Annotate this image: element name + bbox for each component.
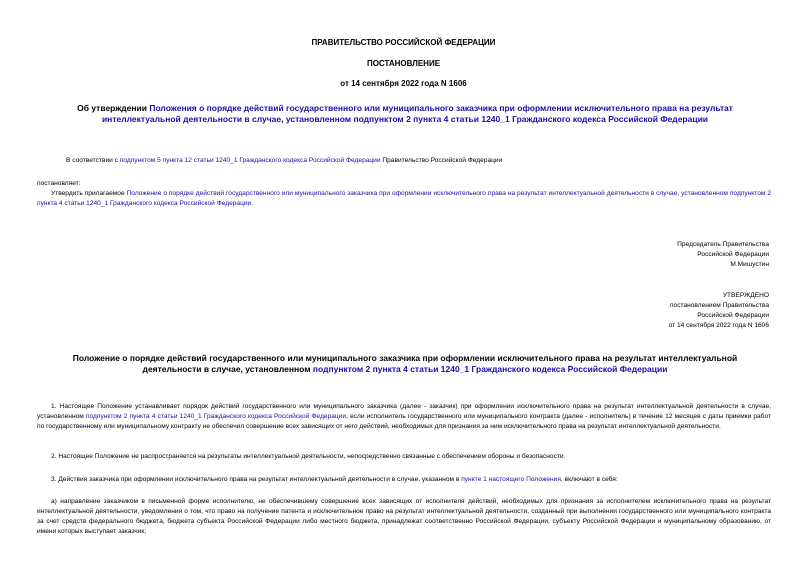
approve-paragraph: [37, 189, 771, 209]
title-link[interactable]: Положения о порядке действий государственного или муниципального заказчика при оформлении исключительного права на результат интеллектуальной деятельности в случае, установленном подпунктом 2 пункта 4 статьи 1240_1 Гражданского кодекса Российской Федерации: [101, 103, 733, 124]
preamble-paragraph: [66, 156, 766, 166]
signature-line-1: Председатель Правительства: [677, 241, 769, 248]
approved-line-3: Российской Федерации: [697, 312, 769, 319]
body-paragraph-3: [37, 475, 771, 485]
decree-word: постановляет:: [37, 180, 81, 187]
section-title-prefix: Положение о порядке действий государственного или муниципального заказчика при оформлении исключительного права на результат интеллектуальной деятельности в случае, установленном: [72, 353, 738, 374]
body-p3-a: 3. Действия заказчика при оформлении исключительного права на результат интеллектуальной деятельности в случае, указанном в: [51, 476, 462, 483]
section-title-link[interactable]: подпунктом 2 пункта 4 статьи 1240_1 Гражданского кодекса Российской Федерации: [312, 364, 668, 374]
body-p1-link[interactable]: подпунктом 2 пункта 4 статьи 1240_1 Гражданского кодекса Российской Федерации: [85, 413, 347, 420]
body-paragraph-4: а) направление заказчиком в письменной форме исполнителю, не обеспечившему совершение всех зависящих от исполнителя действий, необходимых для признания за исполнителем исключительного права на результат интеллектуальной деятельности, уведомления о том, что право на получение патента и исключительное право на результат интеллектуальной деятельности, созданный при выполнении государственного или муниципального контракта за счет средств федерального бюджета, бюджета субъекта Российской Федерации либо местного бюджета, принадлежат соответственно Российской Федерации, субъекту Российской Федерации и муниципальному образованию, от имени которых выступает заказчик;: [37, 498, 771, 535]
signature-line-2: Российской Федерации: [697, 251, 769, 258]
body-paragraph-1: [37, 402, 771, 432]
approved-line-2: постановлением Правительства: [669, 302, 769, 309]
title-prefix: Об утверждении: [77, 103, 150, 113]
header-doc-type: ПОСТАНОВЛЕНИЕ: [366, 59, 441, 68]
body-paragraph-2: 2. Настоящее Положение не распространяется на результаты интеллектуальной деятельности, непосредственно связанные с обеспечением обороны и безопасности.: [51, 453, 566, 460]
header-date: от 14 сентября 2022 года N 1606: [340, 79, 467, 88]
approved-line-4: от 14 сентября 2022 года N 1606: [668, 322, 769, 329]
preamble-link[interactable]: подпунктом 5 пункта 12 статьи 1240_1 Гражданского кодекса Российской Федерации: [119, 157, 381, 164]
document-title: [60, 103, 750, 125]
approve-link[interactable]: Положение о порядке действий государственного или муниципального заказчика при оформлении исключительного права на результат интеллектуальной деятельности в случае, установленном подпунктом 2 пункта 4 статьи 1240_1 Гражданского кодекса Российской Федерации: [37, 190, 771, 207]
preamble-prefix: В соответствии с: [66, 157, 120, 164]
body-p1-a: 1. Настоящее Положение устанавливает порядок действий государственного или муниципального заказчика (далее - заказчик) при оформлении исключительного права на результат интеллектуальной деятельности в случае, установленном: [37, 403, 771, 420]
body-p3-b: , включают в себя:: [560, 476, 618, 483]
approve-prefix: Утвердить прилагаемое: [51, 190, 127, 197]
signature-block: [677, 240, 769, 270]
signature-line-3: М.Мишустин: [730, 261, 769, 268]
header-gov: ПРАВИТЕЛЬСТВО РОССИЙСКОЙ ФЕДЕРАЦИИ: [311, 38, 496, 47]
approved-block: [669, 291, 769, 331]
body-p3-link[interactable]: пункте 1 настоящего Положения: [461, 476, 561, 483]
preamble-suffix: Правительство Российской Федерации: [380, 157, 503, 164]
section-title: [50, 353, 760, 375]
approved-line-1: УТВЕРЖДЕНО: [722, 292, 769, 299]
body-p1-b: , если исполнитель государственного или муниципального контракта (далее - исполнитель) в течение 12 месяцев с даты приемки работ по государственному или муниципальному контракту не обеспечил совершение всех зависящих от него действий, необходимых для признания за ним исключительного права на результат интеллектуальной деятельности.: [37, 413, 771, 430]
approve-suffix: .: [251, 200, 254, 207]
